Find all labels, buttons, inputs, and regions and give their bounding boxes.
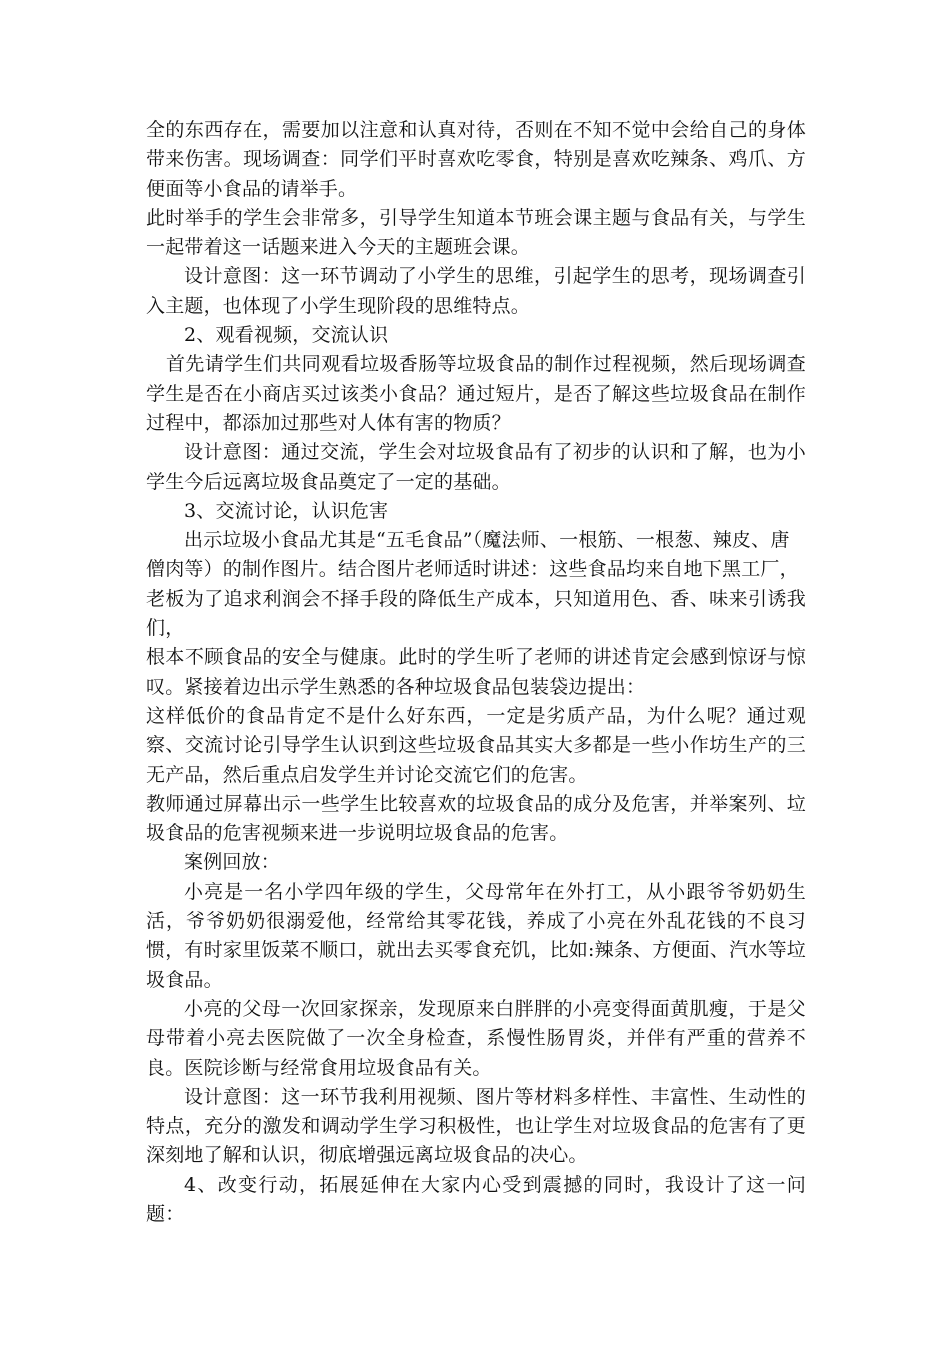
paragraph: 设计意图：这一环节我利用视频、图片等材料多样性、丰富性、生动性的特点，充分的激发和调动学生学习积极性，也让学生对垃圾食品的危害有了更深刻地了解和认识，彻底增强远离垃圾食品的决心。 xyxy=(146,1085,806,1167)
paragraph: 此时举手的学生会非常多，引导学生知道本节班会课主题与食品有关，与学生一起带着这一话题来进入今天的主题班会课。 xyxy=(146,206,806,259)
section-heading: 3、交流讨论，认识危害 xyxy=(184,499,389,522)
paragraph: 教师通过屏幕出示一些学生比较喜欢的垃圾食品的成分及危害，并举案列、垃圾食品的危害视频来进一步说明垃圾食品的危害。 xyxy=(146,792,806,845)
paragraph: 这样低价的食品肯定不是什么好东西，一定是劣质产品，为什么呢？通过观察、交流讨论引导学生认识到这些垃圾食品其实大多都是一些小作坊生产的三无产品，然后重点启发学生并讨论交流它们的危害。 xyxy=(146,704,806,786)
paragraph: 出示垃圾小食品尤其是“五毛食品”（魔法师、一根筋、一根葱、辣皮、唐 xyxy=(184,529,790,552)
paragraph: 设计意图：通过交流，学生会对垃圾食品有了初步的认识和了解，也为小学生今后远离垃圾食品奠定了一定的基础。 xyxy=(146,441,806,493)
paragraph: 根本不顾食品的安全与健康。此时的学生听了老师的讲述肯定会感到惊讶与惊叹。紧接着边出示学生熟悉的各种垃圾食品包装袋边提出： xyxy=(146,646,806,698)
paragraph: 小亮的父母一次回家探亲，发现原来白胖胖的小亮变得面黄肌瘦，于是父母带着小亮去医院做了一次全身检查，系慢性肠胃炎，并伴有严重的营养不良。医院诊断与经常食用垃圾食品有关。 xyxy=(146,997,806,1079)
paragraph: 设计意图：这一环节调动了小学生的思维，引起学生的思考，现场调查引入主题，也体现了小学生现阶段的思维特点。 xyxy=(146,265,806,317)
paragraph: 全的东西存在，需要加以注意和认真对待，否则在不知不觉中会给自己的身体带来伤害。现场调查：同学们平时喜欢吃零食，特别是喜欢吃辣条、鸡爪、方便面等小食品的请举手。 xyxy=(146,119,806,200)
paragraph: 僧肉等）的制作图片。结合图片老师适时讲述：这些食品均来自地下黑工厂， xyxy=(146,558,799,581)
document-body xyxy=(146,116,806,1229)
section-heading: 2、观看视频，交流认识 xyxy=(184,324,389,347)
paragraph: 小亮是一名小学四年级的学生，父母常年在外打工，从小跟爷爷奶奶生活，爷爷奶奶很溺爱他，经常给其零花钱，养成了小亮在外乱花钱的不良习惯，有时家里饭菜不顺口，就出去买零食充饥，比如:辣条、方便面、汽水等垃圾食品。 xyxy=(146,880,806,991)
paragraph: 老板为了追求利润会不择手段的降低生产成本，只知道用色、香、味来引诱我们， xyxy=(146,587,806,640)
paragraph: 首先请学生们共同观看垃圾香肠等垃圾食品的制作过程视频，然后现场调查学生是否在小商店买过该类小食品？通过短片，是否了解这些垃圾食品在制作过程中，都添加过那些对人体有害的物质？ xyxy=(146,353,806,434)
case-heading: 案例回放： xyxy=(184,851,281,874)
section-heading: 4、改变行动，拓展延伸在大家内心受到震撼的同时，我设计了这一问题： xyxy=(146,1173,806,1225)
